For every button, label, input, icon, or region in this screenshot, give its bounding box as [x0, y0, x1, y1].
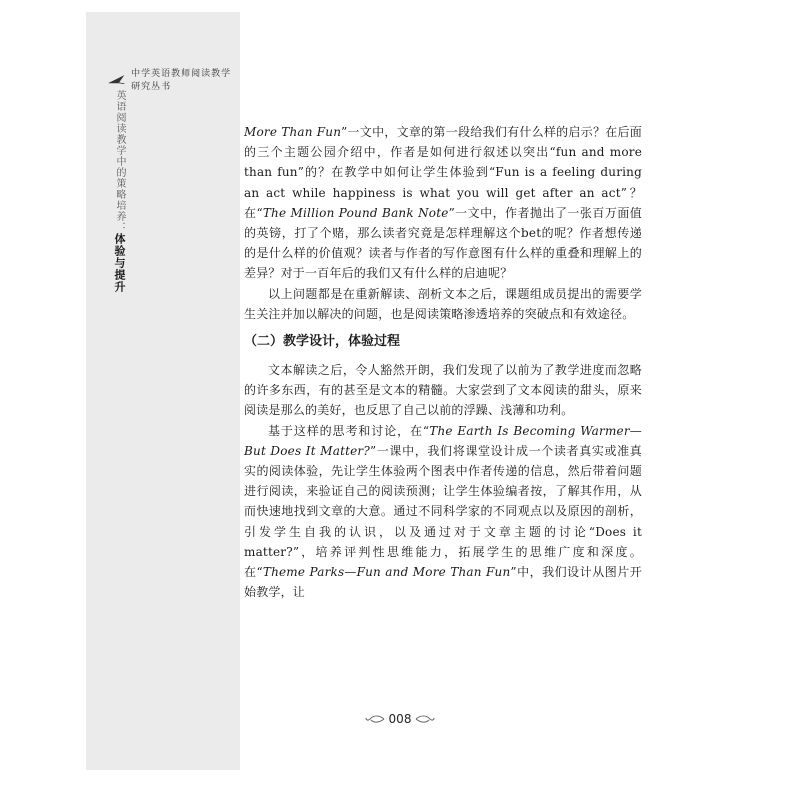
p4-seg: ”中，我们设计从图片开始教学，让	[244, 565, 642, 600]
book-logo-icon	[108, 72, 125, 86]
p4-seg: Theme Parks—Fun and More Than Fun	[262, 565, 511, 580]
paragraph-2: 以上问题都是在重新解读、剖析文本之后，课题组成员提出的需要学生关注并加以解决的问题，也是阅读策略渗透培养的突破点和有效途径。	[244, 286, 642, 321]
page-margin-sidebar	[86, 12, 240, 770]
section-heading: （二）教学设计，体验过程	[244, 334, 401, 350]
book-page	[86, 12, 714, 770]
p1-seg: ”一文中，文章的第一段给我们有什么样的启示？在后面的三个主题公园介绍中，作者是如何进行叙述以突出“fun and more than fun”的？在教学中如何让学生体验到“Fun is a feeling during an act while happiness is what you will get after an act”？在“	[244, 125, 642, 220]
page-footer	[316, 712, 484, 726]
right-ornament-icon	[415, 714, 435, 724]
page-number: 008	[388, 712, 412, 726]
body-text	[244, 122, 642, 602]
p4-seg: 基于这样的思考和讨论，在“	[268, 423, 430, 438]
series-header	[108, 66, 240, 92]
paragraph-1	[244, 122, 642, 284]
book-title-vertical	[113, 90, 125, 293]
paragraph-3: 文本解读之后，令人豁然开朗，我们发现了以前为了教学进度而忽略的许多东西，有的甚至是文本的精髓。大家尝到了文本阅读的甜头，原来阅读是那么的美好，也反思了自己以前的浮躁、浅薄和功利。	[244, 363, 642, 418]
p1-seg: The Million Pound Bank Note	[262, 205, 449, 220]
book-subtitle: 体验与提升	[113, 233, 126, 293]
p4-seg: The Earth Is Becoming Warmer—But Does It Matter?	[244, 423, 642, 458]
left-ornament-icon	[365, 714, 385, 724]
paragraph-4	[244, 421, 642, 603]
series-title: 中学英语教师阅读教学研究丛书	[131, 69, 232, 92]
p1-seg: More Than Fun	[244, 125, 342, 139]
book-title: 英语阅读教学中的策略培养：	[114, 90, 125, 233]
p1-seg: ”一文中，作者抛出了一张百万面值的英镑，打了个赌，那么读者究竟是怎样理解这个bet的呢？作者想传递的是什么样的价值观？读者与作者的写作意图有什么样的重叠和理解上的差异？对于一百年后的我们又有什么样的启迪呢？	[244, 205, 642, 281]
p4-seg: ”一课中，我们将课堂设计成一个读者真实或准真实的阅读体验，先让学生体验两个图表中作者传递的信息，然后带着问题进行阅读，来验证自己的阅读预测；让学生体验编者按，了解其作用，从而快速地找到文章的大意。通过不同科学家的不同观点以及原因的剖析，引发学生自我的认识，以及通过对于文章主题的讨论“Does it matter?”，培养评判性思维能力，拓展学生的思维广度和深度。在“	[244, 443, 642, 580]
